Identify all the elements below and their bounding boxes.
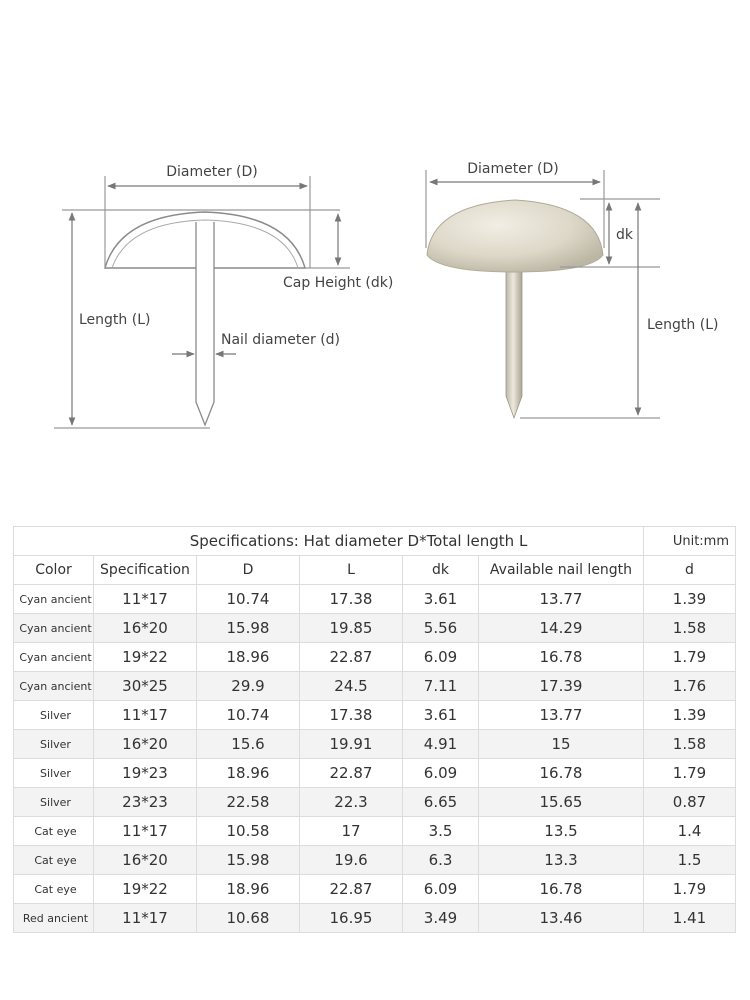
value-cell: 13.5	[479, 817, 644, 846]
value-cell: 22.87	[300, 875, 403, 904]
column-header: Specification	[94, 556, 197, 585]
table-row	[14, 846, 736, 875]
value-cell: 1.39	[644, 585, 736, 614]
color-cell: Red ancient	[14, 904, 94, 933]
value-cell: 6.09	[403, 759, 479, 788]
value-cell: 7.11	[403, 672, 479, 701]
value-cell: 22.87	[300, 759, 403, 788]
value-cell: 1.76	[644, 672, 736, 701]
value-cell: 1.79	[644, 643, 736, 672]
value-cell: 10.74	[197, 701, 300, 730]
value-cell: 6.09	[403, 875, 479, 904]
value-cell: 17	[300, 817, 403, 846]
color-cell: Cyan ancient	[14, 585, 94, 614]
table-row	[14, 672, 736, 701]
value-cell: 17.38	[300, 585, 403, 614]
right-length-label: Length (L)	[647, 317, 719, 333]
value-cell: 10.68	[197, 904, 300, 933]
value-cell: 3.61	[403, 701, 479, 730]
value-cell: 13.77	[479, 701, 644, 730]
value-cell: 5.56	[403, 614, 479, 643]
left-length-label: Length (L)	[79, 312, 151, 328]
right-dk-label: dk	[616, 227, 633, 243]
value-cell: 14.29	[479, 614, 644, 643]
color-cell: Cyan ancient	[14, 614, 94, 643]
left-nail-diameter-label: Nail diameter (d)	[221, 332, 341, 348]
table-row	[14, 759, 736, 788]
value-cell: 13.3	[479, 846, 644, 875]
table-row	[14, 643, 736, 672]
column-header: D	[197, 556, 300, 585]
value-cell: 15.6	[197, 730, 300, 759]
value-cell: 18.96	[197, 643, 300, 672]
value-cell: 16*20	[94, 730, 197, 759]
table-row	[14, 904, 736, 933]
value-cell: 18.96	[197, 875, 300, 904]
column-header: d	[644, 556, 736, 585]
color-cell: Silver	[14, 759, 94, 788]
value-cell: 3.49	[403, 904, 479, 933]
value-cell: 29.9	[197, 672, 300, 701]
right-diameter-label: Diameter (D)	[467, 161, 559, 177]
value-cell: 16*20	[94, 614, 197, 643]
value-cell: 1.58	[644, 730, 736, 759]
value-cell: 15	[479, 730, 644, 759]
value-cell: 24.5	[300, 672, 403, 701]
value-cell: 11*17	[94, 817, 197, 846]
table-unit: Unit:mm	[644, 527, 736, 556]
specification-table	[13, 526, 736, 933]
color-cell: Cat eye	[14, 846, 94, 875]
color-cell: Cyan ancient	[14, 643, 94, 672]
value-cell: 3.5	[403, 817, 479, 846]
value-cell: 22.87	[300, 643, 403, 672]
value-cell: 10.74	[197, 585, 300, 614]
left-cap-height-label: Cap Height (dk)	[283, 275, 394, 291]
value-cell: 1.79	[644, 875, 736, 904]
color-cell: Silver	[14, 730, 94, 759]
table-body	[14, 585, 736, 933]
column-header: dk	[403, 556, 479, 585]
value-cell: 19.6	[300, 846, 403, 875]
table-title: Specifications: Hat diameter D*Total length L	[14, 527, 644, 556]
value-cell: 17.38	[300, 701, 403, 730]
color-cell: Silver	[14, 701, 94, 730]
value-cell: 1.5	[644, 846, 736, 875]
color-cell: Silver	[14, 788, 94, 817]
value-cell: 15.98	[197, 614, 300, 643]
value-cell: 19.91	[300, 730, 403, 759]
value-cell: 19*23	[94, 759, 197, 788]
value-cell: 1.58	[644, 614, 736, 643]
value-cell: 11*17	[94, 585, 197, 614]
value-cell: 1.79	[644, 759, 736, 788]
value-cell: 16.78	[479, 643, 644, 672]
table-row	[14, 614, 736, 643]
value-cell: 17.39	[479, 672, 644, 701]
value-cell: 6.3	[403, 846, 479, 875]
right-nail-illustration	[427, 200, 603, 418]
table-title-row	[14, 527, 736, 556]
table-row	[14, 730, 736, 759]
value-cell: 6.09	[403, 643, 479, 672]
column-header: L	[300, 556, 403, 585]
value-cell: 3.61	[403, 585, 479, 614]
left-diameter-label: Diameter (D)	[166, 164, 258, 180]
value-cell: 15.65	[479, 788, 644, 817]
value-cell: 16*20	[94, 846, 197, 875]
value-cell: 19.85	[300, 614, 403, 643]
value-cell: 16.78	[479, 759, 644, 788]
value-cell: 1.4	[644, 817, 736, 846]
value-cell: 1.39	[644, 701, 736, 730]
value-cell: 19*22	[94, 875, 197, 904]
value-cell: 23*23	[94, 788, 197, 817]
value-cell: 16.78	[479, 875, 644, 904]
value-cell: 4.91	[403, 730, 479, 759]
value-cell: 1.41	[644, 904, 736, 933]
value-cell: 13.46	[479, 904, 644, 933]
color-cell: Cyan ancient	[14, 672, 94, 701]
color-cell: Cat eye	[14, 817, 94, 846]
value-cell: 6.65	[403, 788, 479, 817]
table-row	[14, 585, 736, 614]
table-row	[14, 701, 736, 730]
column-header: Color	[14, 556, 94, 585]
value-cell: 13.77	[479, 585, 644, 614]
value-cell: 16.95	[300, 904, 403, 933]
column-header: Available nail length	[479, 556, 644, 585]
left-technical-drawing	[54, 176, 350, 428]
table-row	[14, 817, 736, 846]
value-cell: 22.58	[197, 788, 300, 817]
value-cell: 11*17	[94, 701, 197, 730]
value-cell: 0.87	[644, 788, 736, 817]
table-row	[14, 875, 736, 904]
color-cell: Cat eye	[14, 875, 94, 904]
value-cell: 10.58	[197, 817, 300, 846]
value-cell: 30*25	[94, 672, 197, 701]
table-header-row	[14, 556, 736, 585]
table-row	[14, 788, 736, 817]
value-cell: 18.96	[197, 759, 300, 788]
value-cell: 19*22	[94, 643, 197, 672]
value-cell: 15.98	[197, 846, 300, 875]
value-cell: 11*17	[94, 904, 197, 933]
value-cell: 22.3	[300, 788, 403, 817]
